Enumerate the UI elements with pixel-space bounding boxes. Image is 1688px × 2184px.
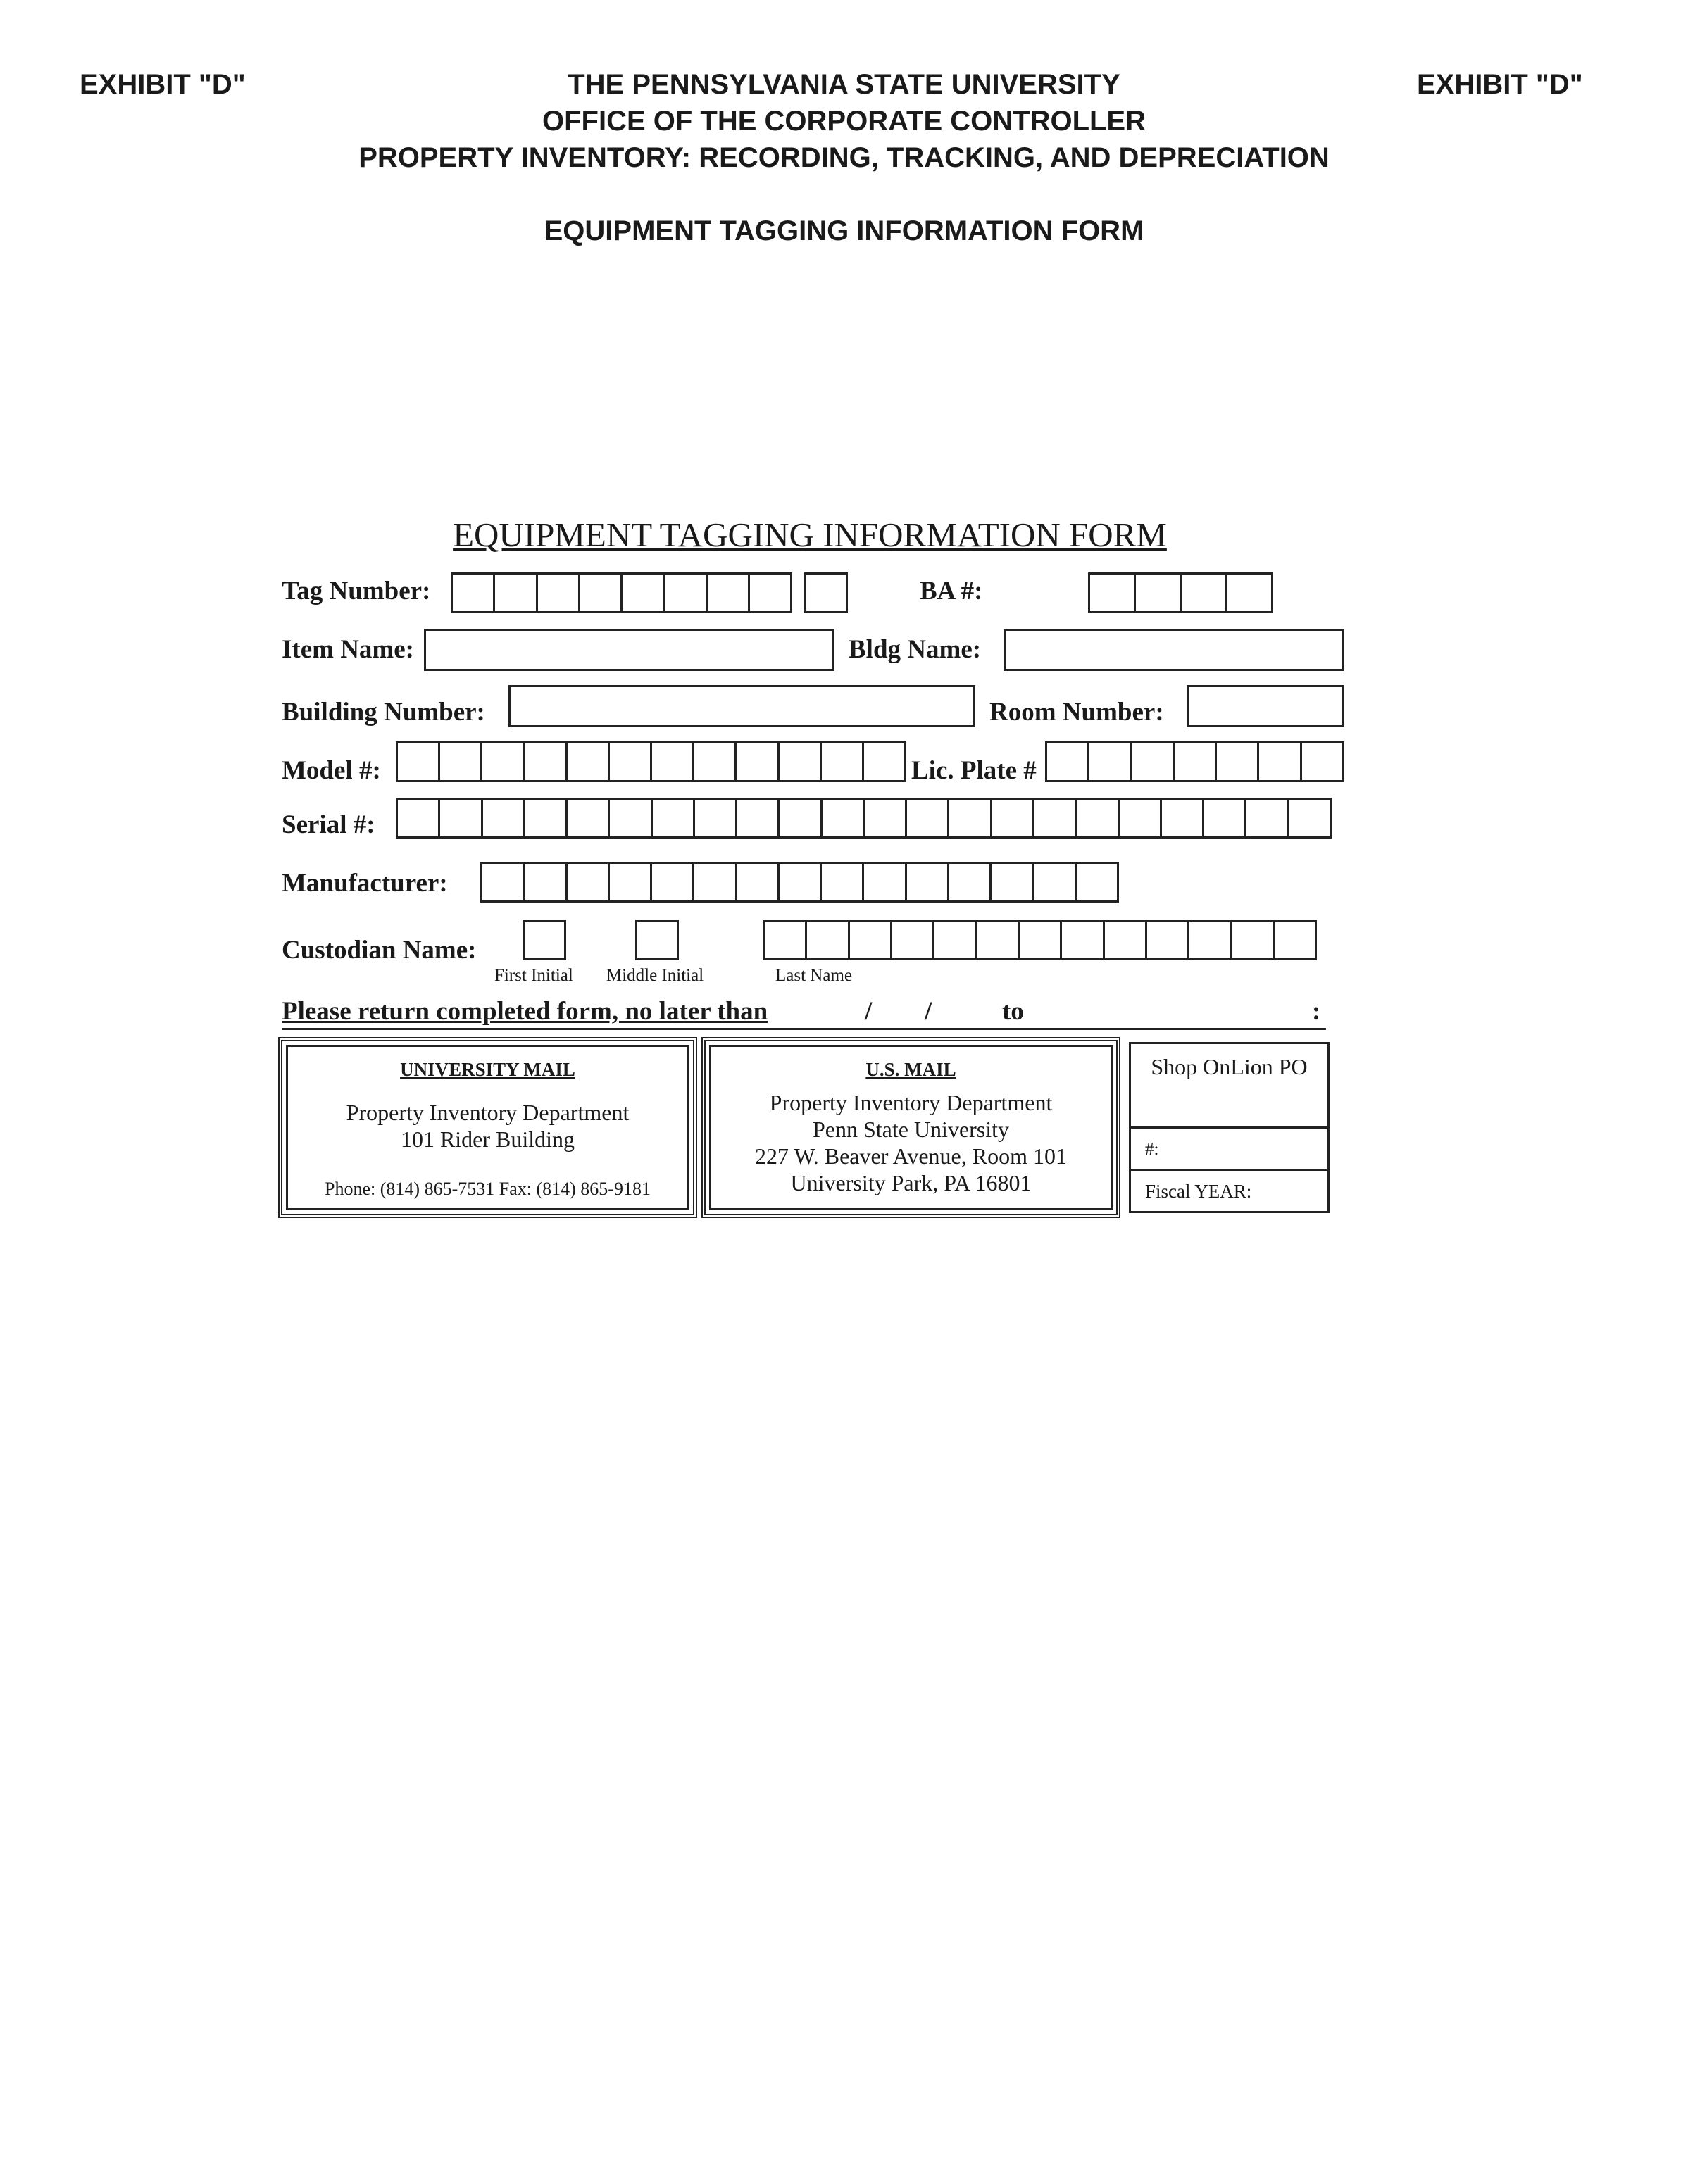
building-number-label: Building Number: (282, 698, 485, 727)
model-label: Model #: (282, 756, 381, 785)
po-box (1129, 1042, 1330, 1213)
section-title: PROPERTY INVENTORY: RECORDING, TRACKING, AND DEPRECIATION (358, 142, 1330, 173)
middle-initial-caption: Middle Initial (606, 966, 704, 985)
serial-label: Serial #: (282, 810, 375, 839)
university-mail-dept: Property Inventory Department (346, 1100, 630, 1125)
return-date-slash-1: / (865, 997, 873, 1026)
return-instruction: Please return completed form, no later than (282, 997, 768, 1026)
fiscal-year-label[interactable]: Fiscal YEAR: (1145, 1181, 1252, 1202)
last-name-caption: Last Name (775, 966, 852, 985)
return-date-slash-2: / (925, 997, 932, 1026)
tag-number-field[interactable] (451, 572, 792, 613)
us-mail-city: University Park, PA 16801 (790, 1170, 1032, 1195)
return-underline (282, 1028, 1326, 1030)
university-mail-building: 101 Rider Building (400, 1126, 575, 1152)
us-mail-university: Penn State University (812, 1117, 1010, 1142)
middle-initial-field[interactable] (635, 920, 679, 960)
lic-plate-label: Lic. Plate # (911, 756, 1037, 785)
university-mail-phone: Phone: (814) 865-7531 Fax: (814) 865-9181 (325, 1179, 651, 1199)
first-initial-field[interactable] (523, 920, 566, 960)
serial-field[interactable] (396, 798, 1332, 839)
office-name: OFFICE OF THE CORPORATE CONTROLLER (542, 106, 1146, 137)
us-mail-heading: U.S. MAIL (865, 1059, 956, 1080)
university-mail-heading: UNIVERSITY MAIL (400, 1059, 575, 1080)
us-mail-street: 227 W. Beaver Avenue, Room 101 (755, 1143, 1067, 1169)
university-name: THE PENNSYLVANIA STATE UNIVERSITY (568, 69, 1120, 100)
last-name-field[interactable] (763, 920, 1317, 960)
us-mail-dept: Property Inventory Department (769, 1090, 1053, 1115)
custodian-label: Custodian Name: (282, 936, 477, 965)
return-colon: : (1312, 997, 1321, 1026)
item-name-field[interactable] (424, 629, 834, 671)
lic-plate-field[interactable] (1045, 741, 1344, 782)
university-mail-box (278, 1037, 697, 1218)
building-number-field[interactable] (508, 685, 975, 727)
bldg-name-field[interactable] (1004, 629, 1344, 671)
first-initial-caption: First Initial (494, 966, 573, 985)
po-title: Shop OnLion PO (1131, 1044, 1327, 1129)
tag-check-digit-field[interactable] (804, 572, 848, 613)
manufacturer-field[interactable] (480, 862, 1119, 903)
exhibit-label-left: EXHIBIT "D" (80, 69, 246, 100)
po-number-label[interactable]: #: (1131, 1129, 1327, 1171)
room-number-field[interactable] (1187, 685, 1344, 727)
item-name-label: Item Name: (282, 635, 414, 664)
manufacturer-label: Manufacturer: (282, 869, 448, 898)
model-field[interactable] (396, 741, 906, 782)
page-title: EQUIPMENT TAGGING INFORMATION FORM (544, 215, 1144, 246)
us-mail-box (701, 1037, 1120, 1218)
tag-number-label: Tag Number: (282, 577, 431, 605)
bldg-name-label: Bldg Name: (849, 635, 982, 664)
exhibit-label-right: EXHIBIT "D" (1417, 69, 1583, 100)
room-number-label: Room Number: (989, 698, 1164, 727)
ba-label: BA #: (920, 577, 983, 605)
form-title: EQUIPMENT TAGGING INFORMATION FORM (453, 515, 1167, 554)
ba-field[interactable] (1088, 572, 1273, 613)
return-to: to (1002, 997, 1024, 1026)
